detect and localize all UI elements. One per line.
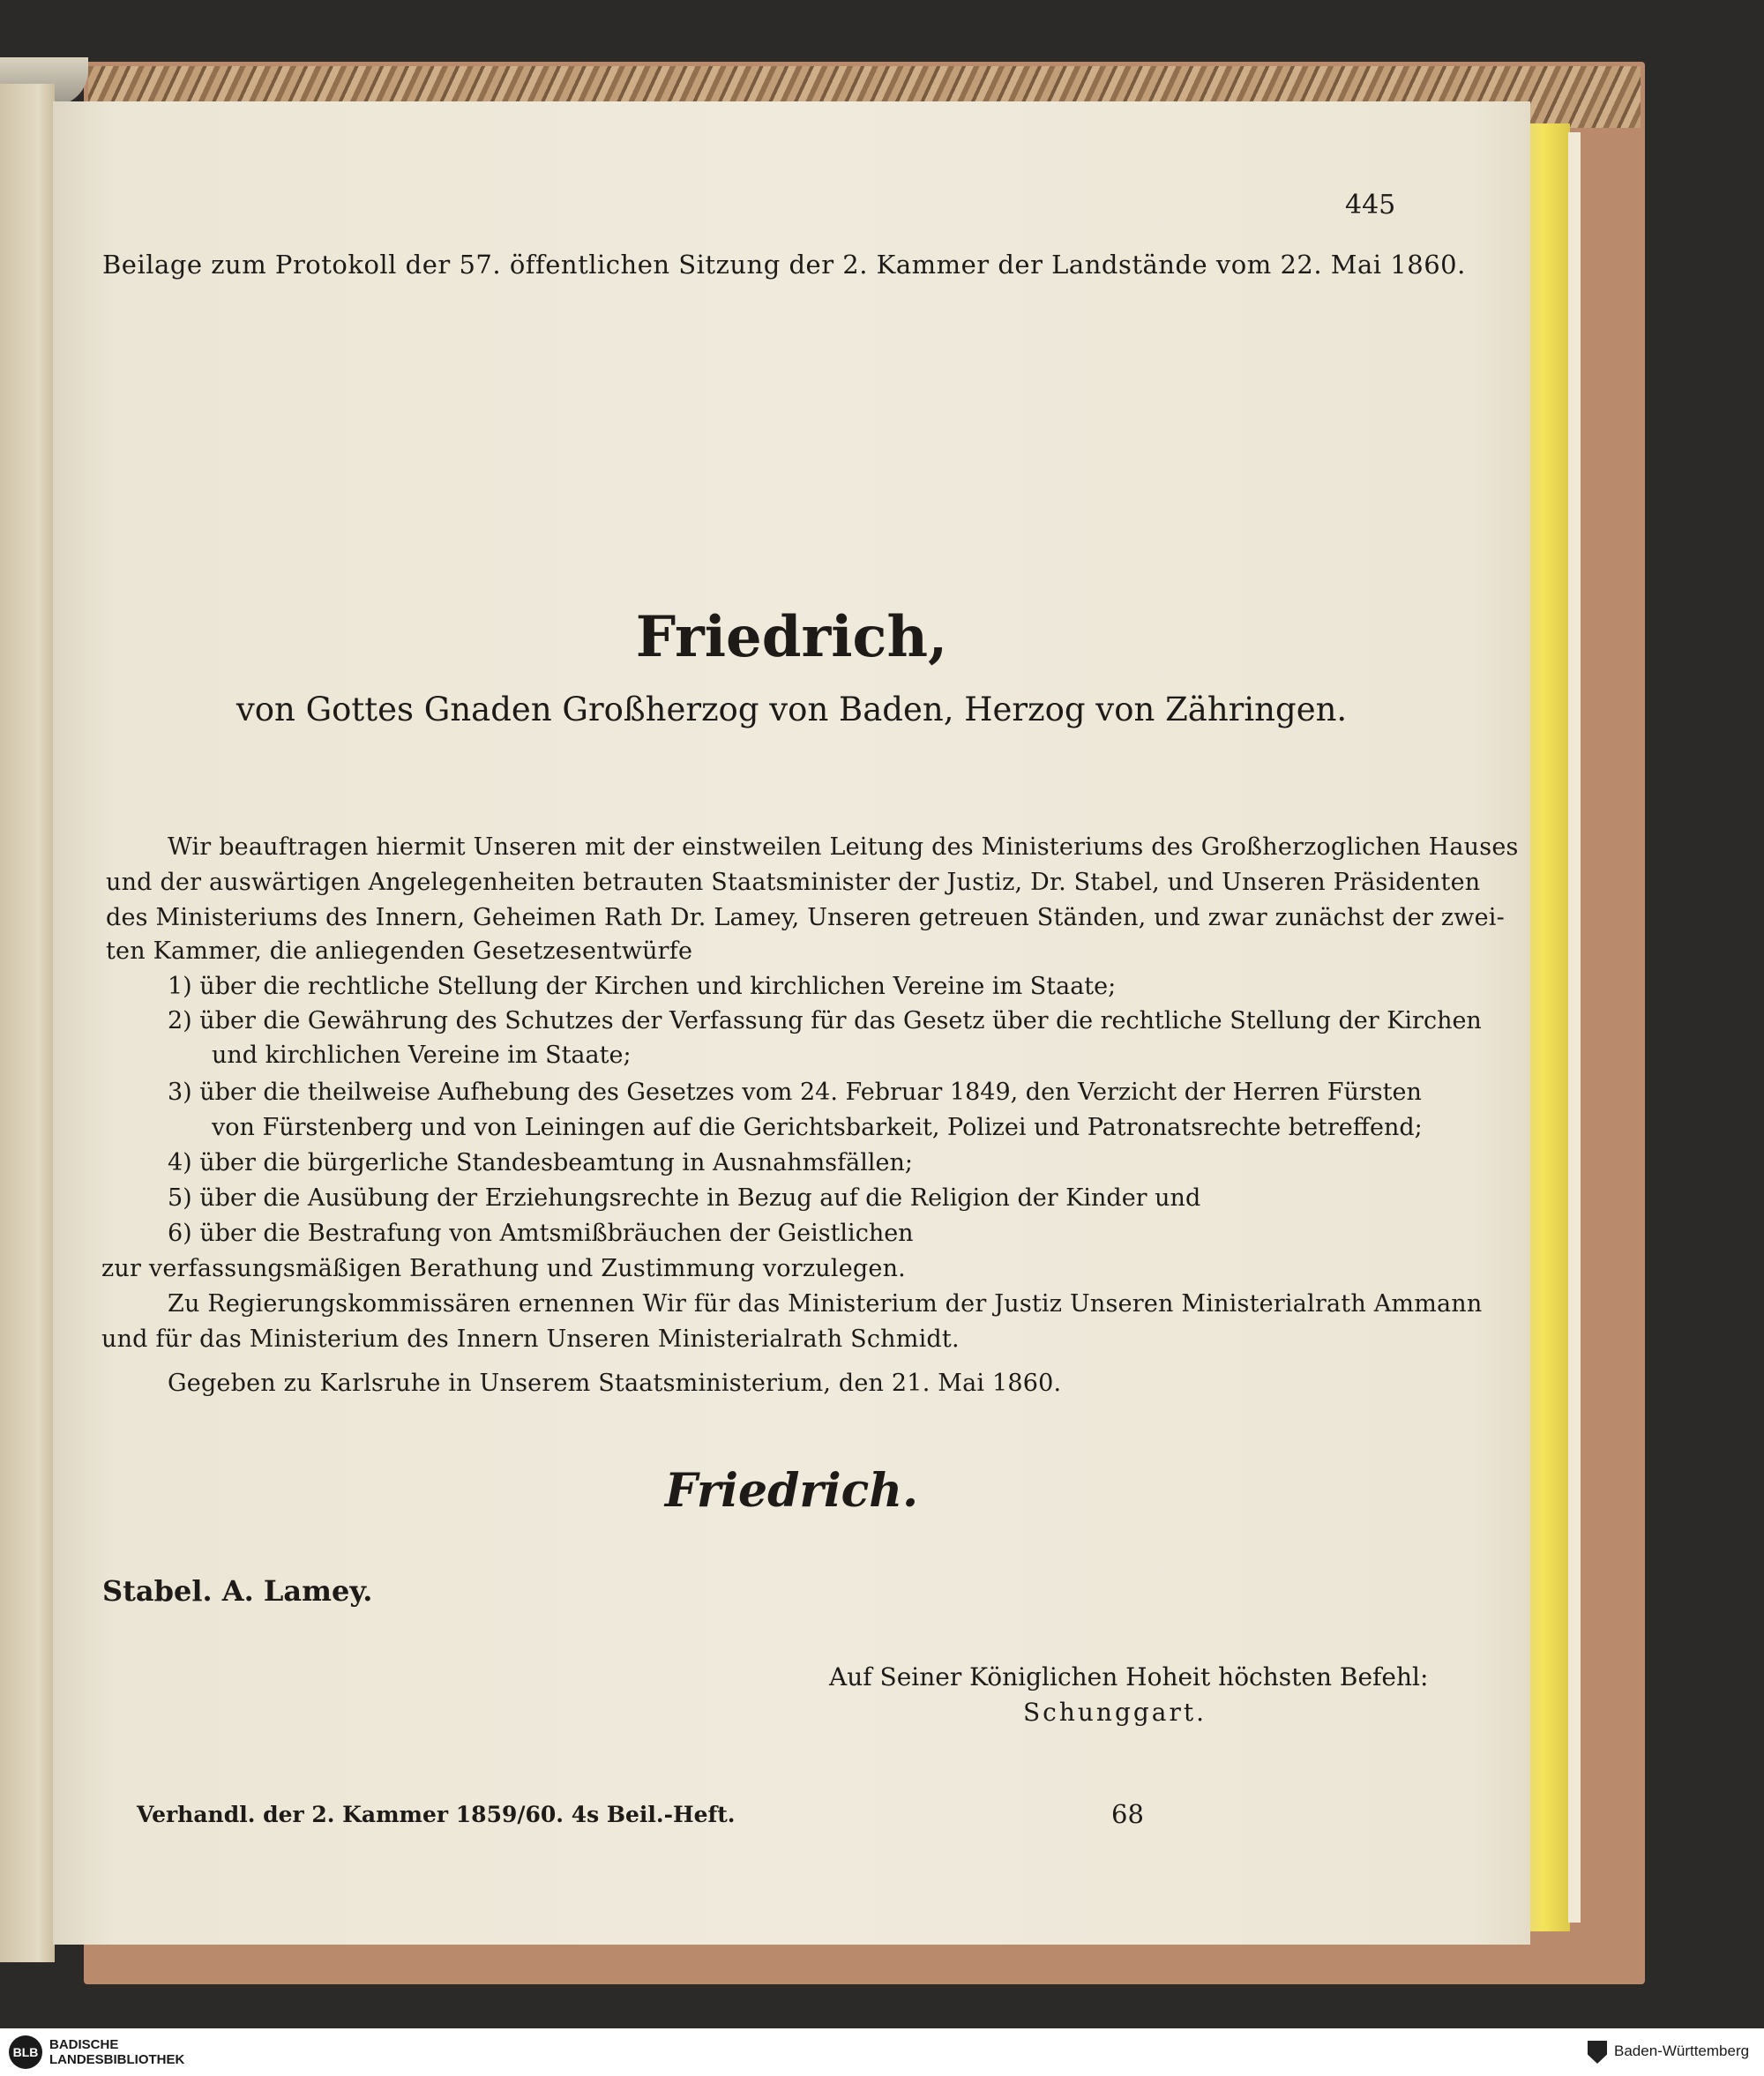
blb-logo-icon: BLB (9, 2035, 42, 2069)
intro-line: und der auswärtigen Angelegenheiten betrauten Staatsminister der Justiz, Dr. Stabel, und Unseren Präsidenten (106, 869, 1481, 896)
list-item: und kirchlichen Vereine im Staate; (212, 1042, 632, 1069)
page-header: Beilage zum Protokoll der 57. öffentlichen Sitzung der 2. Kammer der Landstände vom 22. Mai 1860. (102, 250, 1466, 280)
left-page-edge (0, 84, 55, 1962)
list-item: 3) über die theilweise Aufhebung des Gesetzes vom 24. Februar 1849, den Verzicht der Herren Fürsten (168, 1079, 1422, 1106)
list-item: 2) über die Gewährung des Schutzes der Verfassung für das Gesetz über die rechtliche Stellung der Kirchen (168, 1007, 1482, 1034)
intro-line: ten Kammer, die anliegenden Gesetzesentwürfe (106, 937, 693, 965)
closing-line: Zu Regierungskommissären ernennen Wir für das Ministerium der Justiz Unseren Ministerialrath Ammann (168, 1290, 1483, 1318)
closing-line: und für das Ministerium des Innern Unseren Ministerialrath Schmidt. (101, 1326, 960, 1353)
page-block-edge (1526, 123, 1570, 1931)
command-line: Auf Seiner Königlichen Hoheit höchsten Befehl: (829, 1662, 1429, 1691)
footer-note: Verhandl. der 2. Kammer 1859/60. 4s Beil.-Heft. (137, 1802, 736, 1827)
command-signatory: Schunggart. (1023, 1698, 1207, 1727)
intro-line: Wir beauftragen hiermit Unseren mit der einstweilen Leitung des Ministeriums des Großherzoglichen Hauses (168, 833, 1519, 861)
institution-bar (0, 2028, 1764, 2076)
list-item: 4) über die bürgerliche Standesbeamtung in Ausnahmsfällen; (168, 1149, 913, 1176)
footer-number: 68 (1111, 1799, 1144, 1829)
list-item: 1) über die rechtliche Stellung der Kirchen und kirchlichen Vereine im Staate; (168, 973, 1117, 1000)
list-item: von Fürstenberg und von Leiningen auf die Gerichtsbarkeit, Polizei und Patronatsrechte betreffend; (212, 1114, 1423, 1141)
library-name-line1: BADISCHE (49, 2037, 119, 2052)
document-page (53, 101, 1530, 1945)
list-item: 6) über die Bestrafung von Amtsmißbräuchen der Geistlichen (168, 1220, 914, 1247)
decree-title: Friedrich, (635, 604, 948, 670)
state-name: Baden-Württemberg (1614, 2042, 1750, 2059)
closing-line: zur verfassungsmäßigen Berathung und Zustimmung vorzulegen. (101, 1255, 906, 1282)
intro-line: des Ministeriums des Innern, Geheimen Rath Dr. Lamey, Unseren getreuen Ständen, und zwar zunächst der zwei- (106, 904, 1505, 931)
list-item: 5) über die Ausübung der Erziehungsrechte in Bezug auf die Religion der Kinder und (168, 1184, 1201, 1212)
coat-of-arms-icon (1588, 2041, 1607, 2064)
countersignature: Stabel. A. Lamey. (102, 1574, 373, 1608)
page-number: 445 (1345, 190, 1396, 220)
page-block-edge-inner (1568, 132, 1581, 1923)
decree-subtitle: von Gottes Gnaden Großherzog von Baden, Herzog von Zähringen. (235, 691, 1348, 728)
library-name-line2: LANDESBIBLIOTHEK (49, 2052, 185, 2067)
signature: Friedrich. (664, 1464, 919, 1518)
closing-line: Gegeben zu Karlsruhe in Unserem Staatsministerium, den 21. Mai 1860. (168, 1370, 1062, 1397)
library-name (49, 2037, 184, 2067)
